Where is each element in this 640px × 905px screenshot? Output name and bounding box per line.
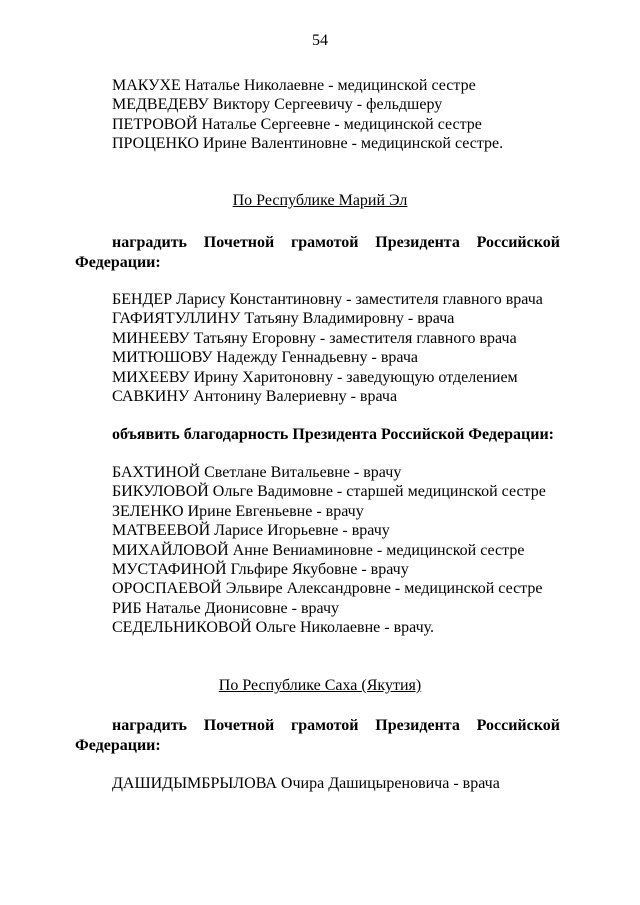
list-item: МАКУХЕ Наталье Николаевне - медицинской сестре bbox=[112, 77, 476, 94]
decree-word: Российской bbox=[476, 234, 560, 251]
list-item: МИНЕЕВУ Татьяну Егоровну - заместителя главного врача bbox=[112, 329, 517, 347]
list-item: БАХТИНОЙ Светлане Витальевне - врачу bbox=[112, 464, 402, 481]
list-item: ЗЕЛЕНКО Ирине Евгеньевне - врачу bbox=[112, 502, 364, 520]
thanks-list-mari-el bbox=[112, 463, 546, 638]
award-decree-sakha bbox=[75, 716, 560, 755]
decree-word: грамотой bbox=[291, 234, 359, 251]
award-list-sakha bbox=[112, 774, 500, 793]
list-item: БИКУЛОВОЙ Ольге Вадимовне - старшей медицинской сестре bbox=[112, 483, 546, 501]
list-item: МАТВЕЕВОЙ Ларисе Игорьевне - врачу bbox=[112, 522, 390, 540]
list-item: САВКИНУ Антонину Валериевну - врача bbox=[112, 387, 398, 405]
section-heading-mari-el: По Республике Марий Эл bbox=[232, 192, 408, 209]
list-item: ПЕТРОВОЙ Наталье Сергеевне - медицинской сестре bbox=[112, 115, 482, 133]
page-number: 54 bbox=[312, 32, 328, 49]
list-item: МИХАЙЛОВОЙ Анне Вениаминовне - медицинской сестре bbox=[112, 541, 525, 559]
decree-word: Почетной bbox=[203, 234, 275, 251]
decree-word: наградить bbox=[112, 234, 188, 251]
list-item: БЕНДЕР Ларису Константиновну - заместителя главного врача bbox=[112, 291, 543, 308]
list-item: ОРОСПАЕВОЙ Эльвире Александровне - медицинской сестре bbox=[112, 580, 543, 598]
decree-word: наградить bbox=[112, 717, 188, 734]
list-item: МИХЕЕВУ Ирину Харитоновну - заведующую отделением bbox=[112, 368, 518, 386]
list-item: МУСТАФИНОЙ Гльфире Якубовне - врачу bbox=[112, 560, 409, 578]
decree-word: Президента bbox=[375, 234, 460, 251]
decree-word: Федерации: bbox=[75, 736, 161, 754]
decree-word: грамотой bbox=[291, 717, 359, 734]
list-item: ПРОЦЕНКО Ирине Валентиновне - медицинской сестре. bbox=[112, 135, 504, 153]
thanks-heading-mari-el: объявить благодарность Президента Российской Федерации: bbox=[112, 426, 554, 443]
decree-word: Почетной bbox=[203, 717, 275, 734]
list-item: ГАФИЯТУЛЛИНУ Татьяну Владимировну - врача bbox=[112, 310, 455, 328]
award-list-mari-el bbox=[112, 290, 543, 406]
award-decree-mari-el bbox=[75, 233, 560, 272]
list-item: СЕДЕЛЬНИКОВОЙ Ольге Николаевне - врачу. bbox=[112, 619, 435, 637]
top-list bbox=[112, 76, 503, 154]
section-heading-sakha: По Республике Саха (Якутия) bbox=[218, 677, 422, 694]
decree-word: Президента bbox=[375, 717, 460, 734]
list-item: МИТЮШОВУ Надежду Геннадьевну - врача bbox=[112, 349, 418, 367]
list-item: РИБ Наталье Дионисовне - врачу bbox=[112, 599, 340, 617]
list-item: ДАШИДЫМБРЫЛОВА Очира Дашицыреновича - врача bbox=[112, 775, 500, 792]
decree-word: Федерации: bbox=[75, 253, 161, 271]
decree-word: Российской bbox=[476, 717, 560, 734]
list-item: МЕДВЕДЕВУ Виктору Сергеевичу - фельдшеру bbox=[112, 96, 443, 114]
